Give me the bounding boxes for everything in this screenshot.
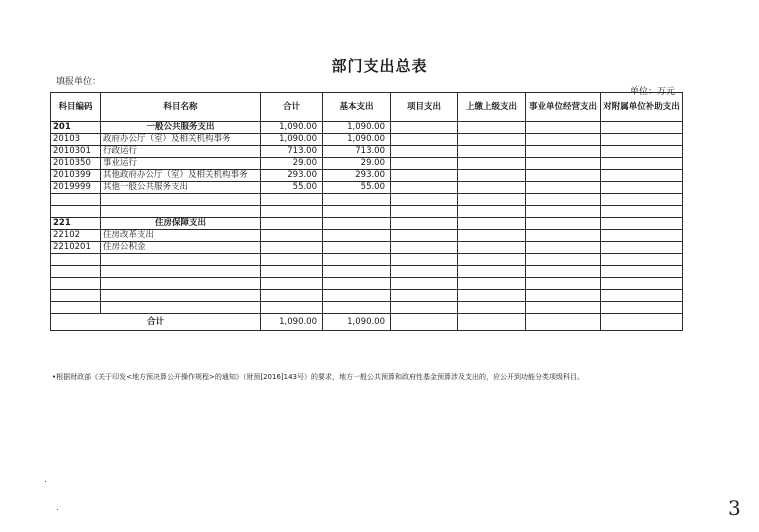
cell-subsidy	[601, 302, 683, 314]
cell-project	[391, 182, 458, 194]
cell-project	[391, 158, 458, 170]
cell-remit	[458, 302, 526, 314]
cell-total	[261, 290, 323, 302]
table-row	[51, 146, 683, 158]
cell-subsidy	[601, 122, 683, 134]
cell-project	[391, 242, 458, 254]
cell-remit	[458, 218, 526, 230]
total-project	[391, 314, 458, 331]
cell-basic	[323, 278, 391, 290]
cell-remit	[458, 158, 526, 170]
cell-basic	[323, 230, 391, 242]
cell-total: 713.00	[261, 146, 323, 158]
cell-project	[391, 266, 458, 278]
cell-total	[261, 230, 323, 242]
cell-remit	[458, 290, 526, 302]
cell-subsidy	[601, 170, 683, 182]
table-row	[51, 266, 683, 278]
cell-total: 1,090.00	[261, 122, 323, 134]
cell-subsidy	[601, 278, 683, 290]
cell-project	[391, 254, 458, 266]
cell-name: 其他政府办公厅（室）及相关机构事务	[101, 170, 261, 182]
table-row	[51, 302, 683, 314]
cell-basic: 29.00	[323, 158, 391, 170]
cell-subsidy	[601, 134, 683, 146]
cell-code	[51, 290, 101, 302]
stray-mark: .	[44, 475, 47, 485]
cell-code	[51, 194, 101, 206]
cell-subsidy	[601, 158, 683, 170]
header-basic: 基本支出	[323, 93, 391, 122]
cell-project	[391, 230, 458, 242]
handwritten-page-number: 3	[728, 496, 741, 520]
table-row	[51, 290, 683, 302]
cell-business	[526, 230, 601, 242]
cell-total: 29.00	[261, 158, 323, 170]
cell-code: 2210201	[51, 242, 101, 254]
cell-code	[51, 302, 101, 314]
header-remit: 上缴上级支出	[458, 93, 526, 122]
cell-basic	[323, 266, 391, 278]
cell-basic	[323, 242, 391, 254]
cell-remit	[458, 254, 526, 266]
cell-business	[526, 146, 601, 158]
cell-name	[101, 278, 261, 290]
cell-basic: 1,090.00	[323, 134, 391, 146]
cell-business	[526, 302, 601, 314]
cell-business	[526, 266, 601, 278]
cell-name: 住房改革支出	[101, 230, 261, 242]
cell-basic	[323, 206, 391, 218]
cell-remit	[458, 146, 526, 158]
total-amount: 1,090.00	[261, 314, 323, 331]
cell-name: 事业运行	[101, 158, 261, 170]
cell-name	[101, 266, 261, 278]
table-row	[51, 182, 683, 194]
cell-subsidy	[601, 194, 683, 206]
cell-project	[391, 278, 458, 290]
filler-label: 填报单位：	[56, 77, 102, 87]
cell-basic: 713.00	[323, 146, 391, 158]
table-row	[51, 134, 683, 146]
header-name: 科目名称	[101, 93, 261, 122]
cell-business	[526, 254, 601, 266]
cell-name: 政府办公厅（室）及相关机构事务	[101, 134, 261, 146]
cell-remit	[458, 122, 526, 134]
cell-total: 293.00	[261, 170, 323, 182]
cell-business	[526, 170, 601, 182]
header-business: 事业单位经营支出	[526, 93, 601, 122]
cell-code	[51, 278, 101, 290]
cell-total	[261, 302, 323, 314]
cell-business	[526, 206, 601, 218]
table-row	[51, 218, 683, 230]
cell-total	[261, 194, 323, 206]
cell-business	[526, 134, 601, 146]
cell-basic: 1,090.00	[323, 122, 391, 134]
total-label: 合计	[51, 314, 261, 331]
cell-subsidy	[601, 290, 683, 302]
cell-subsidy	[601, 146, 683, 158]
cell-project	[391, 302, 458, 314]
cell-code: 2010399	[51, 170, 101, 182]
cell-code: 2010301	[51, 146, 101, 158]
table-row	[51, 278, 683, 290]
table-row	[51, 206, 683, 218]
total-basic: 1,090.00	[323, 314, 391, 331]
cell-business	[526, 278, 601, 290]
cell-name: 住房公积金	[101, 242, 261, 254]
table-row	[51, 170, 683, 182]
cell-total: 1,090.00	[261, 134, 323, 146]
cell-business	[526, 218, 601, 230]
cell-remit	[458, 134, 526, 146]
cell-name	[101, 194, 261, 206]
footnote: •根据财政部《关于印发<地方预决算公开操作规程>的通知》（财预[2016]143号）的要求，地方一般公共预算和政府性基金预算涉及支出的，应公开到功能分类项级科目。	[52, 373, 584, 381]
total-row	[51, 314, 683, 331]
cell-name	[101, 254, 261, 266]
table-row	[51, 122, 683, 134]
cell-code: 221	[51, 218, 101, 230]
cell-code: 2019999	[51, 182, 101, 194]
cell-project	[391, 170, 458, 182]
cell-remit	[458, 206, 526, 218]
cell-name	[101, 290, 261, 302]
cell-subsidy	[601, 218, 683, 230]
cell-total	[261, 242, 323, 254]
cell-subsidy	[601, 230, 683, 242]
unit-label: 单位：万元	[630, 87, 676, 97]
cell-business	[526, 158, 601, 170]
table-row	[51, 254, 683, 266]
header-subsidy: 对附属单位补助支出	[601, 93, 683, 122]
stray-mark: .	[56, 503, 59, 513]
cell-business	[526, 242, 601, 254]
cell-code: 2010350	[51, 158, 101, 170]
cell-business	[526, 182, 601, 194]
cell-name: 一般公共服务支出	[101, 122, 261, 134]
cell-project	[391, 122, 458, 134]
cell-name	[101, 206, 261, 218]
cell-name: 行政运行	[101, 146, 261, 158]
header-project: 项目支出	[391, 93, 458, 122]
cell-total	[261, 278, 323, 290]
table-row	[51, 242, 683, 254]
cell-total	[261, 254, 323, 266]
cell-remit	[458, 182, 526, 194]
cell-project	[391, 206, 458, 218]
cell-project	[391, 218, 458, 230]
total-remit	[458, 314, 526, 331]
cell-subsidy	[601, 206, 683, 218]
cell-code	[51, 266, 101, 278]
cell-subsidy	[601, 266, 683, 278]
cell-remit	[458, 170, 526, 182]
cell-total	[261, 206, 323, 218]
cell-remit	[458, 278, 526, 290]
total-business	[526, 314, 601, 331]
cell-basic	[323, 194, 391, 206]
cell-basic: 293.00	[323, 170, 391, 182]
cell-project	[391, 146, 458, 158]
table-row	[51, 230, 683, 242]
header-row	[51, 93, 683, 122]
cell-project	[391, 194, 458, 206]
cell-total	[261, 218, 323, 230]
cell-total	[261, 266, 323, 278]
cell-basic: 55.00	[323, 182, 391, 194]
cell-project	[391, 290, 458, 302]
cell-basic	[323, 254, 391, 266]
cell-basic	[323, 302, 391, 314]
cell-subsidy	[601, 182, 683, 194]
cell-subsidy	[601, 242, 683, 254]
cell-business	[526, 194, 601, 206]
cell-project	[391, 134, 458, 146]
table-row	[51, 158, 683, 170]
expenditure-table	[50, 92, 683, 331]
header-total: 合计	[261, 93, 323, 122]
cell-business	[526, 122, 601, 134]
cell-code: 201	[51, 122, 101, 134]
cell-total: 55.00	[261, 182, 323, 194]
cell-remit	[458, 266, 526, 278]
total-subsidy	[601, 314, 683, 331]
header-code: 科目编码	[51, 93, 101, 122]
cell-business	[526, 290, 601, 302]
cell-remit	[458, 230, 526, 242]
cell-name	[101, 302, 261, 314]
page-title: 部门支出总表	[331, 57, 428, 75]
cell-basic	[323, 290, 391, 302]
cell-name: 其他一般公共服务支出	[101, 182, 261, 194]
cell-code: 22102	[51, 230, 101, 242]
table-body	[51, 122, 683, 331]
cell-subsidy	[601, 254, 683, 266]
cell-remit	[458, 194, 526, 206]
cell-code	[51, 254, 101, 266]
cell-name: 住房保障支出	[101, 218, 261, 230]
cell-remit	[458, 242, 526, 254]
table-row	[51, 194, 683, 206]
cell-code: 20103	[51, 134, 101, 146]
cell-basic	[323, 218, 391, 230]
cell-code	[51, 206, 101, 218]
